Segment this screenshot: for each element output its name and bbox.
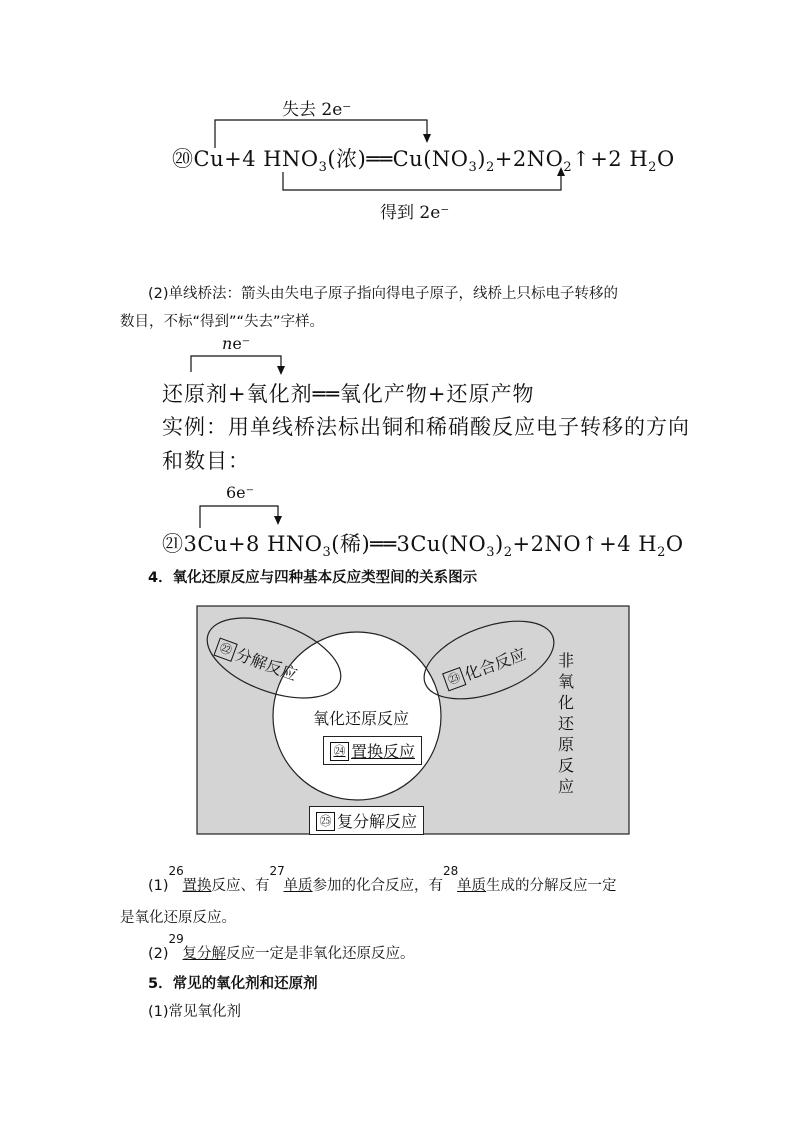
marker-20: ⑳: [172, 147, 194, 171]
answer-element-2: 单质: [457, 878, 487, 894]
section5-title: 5．常见的氧化剂和还原剂: [148, 976, 318, 992]
decomposition-label: ㉒分解反应: [213, 635, 301, 686]
combination-label: ㉓化合反应: [441, 642, 529, 693]
example-line1: 实例：用单线桥法标出铜和稀硝酸反应电子转移的方向: [162, 415, 690, 439]
double-displacement-label: ㉕ 复分解反应: [309, 806, 424, 835]
single-bridge-desc-line1: (2)单线桥法：箭头由失电子原子指向得电子原子，线桥上只标电子转移的: [148, 286, 619, 302]
answer-element-1: 单质: [283, 878, 313, 894]
section5-sub1: (1)常见氧化剂: [148, 1004, 242, 1020]
blank-number-27: 27: [269, 864, 285, 878]
example-line2: 和数目：: [162, 449, 250, 473]
general-equation: 还原剂+氧化剂══氧化产物+还原产物: [162, 382, 535, 406]
single-bridge-desc-line2: 数目，不标“得到”“失去”字样。: [120, 314, 325, 330]
blank-number-26: 26: [168, 864, 184, 878]
section4-title: 4．氧化还原反应与四种基本反应类型间的关系图示: [148, 570, 478, 586]
blank-number-28: 28: [443, 864, 459, 878]
note1-line2: 是氧化还原反应。: [120, 910, 236, 926]
redox-label: 氧化还原反应: [313, 709, 410, 728]
double-bridge-arrows: [0, 0, 794, 230]
substitution-label: ㉔ 置换反应: [323, 736, 422, 765]
ne-label: ne⁻: [222, 334, 251, 353]
lose-arrowhead: [423, 134, 431, 143]
gain-electron-label: 得到 2e⁻: [380, 203, 450, 223]
note2-line: (2) 29 复分解反应一定是非氧化还原反应。: [148, 932, 415, 962]
note1-line1: (1) 26 置换反应、有 27 单质参加的化合反应，有 28 单质生成的分解反应一定: [148, 864, 617, 894]
reaction-relationship-diagram: [183, 592, 645, 848]
answer-double-displacement: 复分解: [182, 946, 227, 962]
answer-substitution: 置换: [182, 878, 212, 894]
equation-copper-dilute-nitric: ㉑3Cu+8 $HNO_3$(稀)$══3Cu(NO_3)_2+2NO↑+4$ $H_2O$: [162, 532, 684, 561]
non-redox-label: 非氧化还原反应: [557, 651, 574, 796]
six-electron-label: 6e⁻: [226, 483, 255, 502]
blank-number-29: 29: [168, 932, 184, 946]
equation-copper-conc-nitric: ⑳Cu+4 $HNO_3$(浓)$══Cu(NO_3)_2+2NO_2↑+2$ $H_2O$: [172, 147, 675, 176]
marker-21: ㉑: [162, 532, 184, 556]
lose-electron-label: 失去 2e⁻: [282, 100, 352, 120]
